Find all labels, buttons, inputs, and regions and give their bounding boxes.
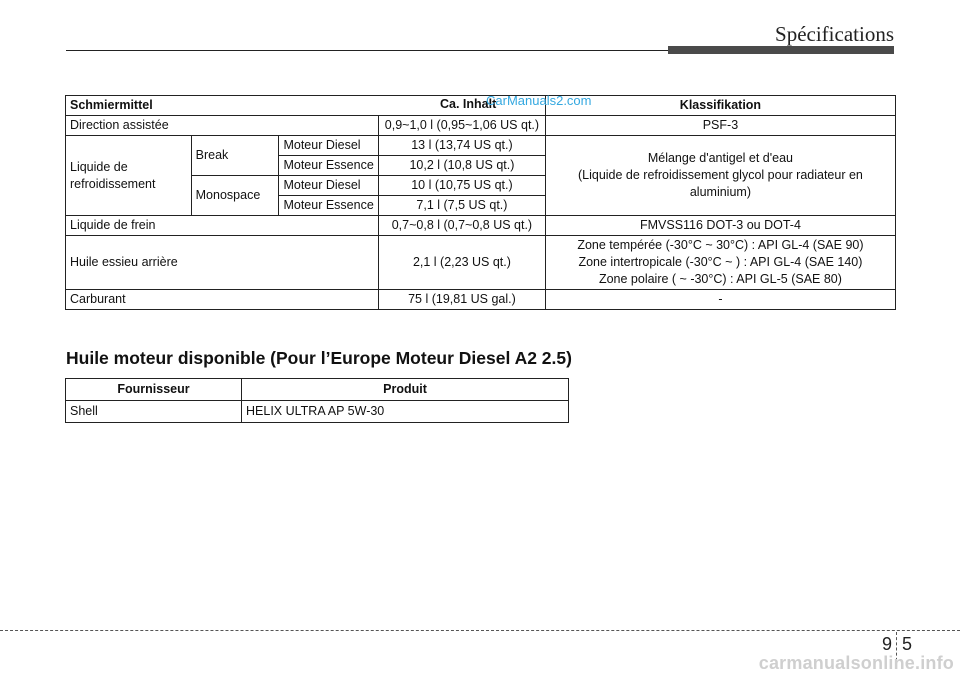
table-row bbox=[66, 290, 896, 310]
coolant-break-label: Break bbox=[191, 136, 279, 176]
watermark-link[interactable]: CarManuals2.com bbox=[486, 93, 592, 108]
row-label: Carburant bbox=[66, 290, 379, 310]
row-capacity: 2,1 l (2,23 US qt.) bbox=[378, 236, 545, 290]
specifications-table bbox=[65, 95, 896, 310]
header-lubricant: Schmiermittel bbox=[66, 96, 546, 116]
row-capacity: 0,9~1,0 l (0,95~1,06 US qt.) bbox=[378, 116, 545, 136]
supplier-cell: Shell bbox=[66, 401, 242, 423]
row-classification: PSF-3 bbox=[545, 116, 895, 136]
table-row bbox=[66, 116, 896, 136]
row-capacity: 13 l (13,74 US qt.) bbox=[378, 136, 545, 156]
row-capacity: 75 l (19,81 US gal.) bbox=[378, 290, 545, 310]
product-cell: HELIX ULTRA AP 5W-30 bbox=[242, 401, 569, 423]
row-label: Huile essieu arrière bbox=[66, 236, 379, 290]
engine-type-label: Moteur Essence bbox=[279, 156, 379, 176]
table-row bbox=[66, 136, 896, 156]
row-label: Direction assistée bbox=[66, 116, 379, 136]
coolant-label: Liquide de refroidissement bbox=[66, 136, 192, 216]
footer-dashed-rule bbox=[0, 630, 960, 631]
page-number: 5 bbox=[902, 634, 913, 654]
table-row bbox=[66, 401, 569, 423]
row-capacity: 0,7~0,8 l (0,7~0,8 US qt.) bbox=[378, 216, 545, 236]
header-capacity: Ca. Inhalt bbox=[440, 97, 497, 111]
table-row bbox=[66, 216, 896, 236]
coolant-classification: Mélange d'antigel et d'eau (Liquide de refroidissement glycol pour radiateur en aluminium) bbox=[545, 136, 895, 216]
engine-oil-table bbox=[65, 378, 569, 423]
coolant-monospace-label: Monospace bbox=[191, 176, 279, 216]
section-title: Huile moteur disponible (Pour l’Europe Moteur Diesel A2 2.5) bbox=[66, 348, 572, 368]
table-header-row bbox=[66, 379, 569, 401]
row-classification: - bbox=[545, 290, 895, 310]
header-rule-bar bbox=[668, 46, 894, 54]
chapter-number: 9 bbox=[882, 634, 893, 654]
row-classification: FMVSS116 DOT-3 ou DOT-4 bbox=[545, 216, 895, 236]
header-rule bbox=[66, 50, 672, 51]
row-capacity: 10,2 l (10,8 US qt.) bbox=[378, 156, 545, 176]
row-capacity: 10 l (10,75 US qt.) bbox=[378, 176, 545, 196]
engine-type-label: Moteur Diesel bbox=[279, 176, 379, 196]
row-capacity: 7,1 l (7,5 US qt.) bbox=[378, 196, 545, 216]
row-label: Liquide de frein bbox=[66, 216, 379, 236]
header-classification: Klassifikation bbox=[545, 96, 895, 116]
footer-watermark-logo: carmanualsonline.info bbox=[758, 653, 954, 673]
engine-type-label: Moteur Essence bbox=[279, 196, 379, 216]
row-classification: Zone tempérée (-30°C ~ 30°C) : API GL-4 (SAE 90) Zone intertropicale (-30°C ~ ) : API GL-4 (SAE 140) Zone polaire ( ~ -30°C) : API GL-5 (SAE 80) bbox=[545, 236, 895, 290]
header-product: Produit bbox=[242, 379, 569, 401]
page-header-title: Spécifications bbox=[775, 22, 894, 46]
engine-type-label: Moteur Diesel bbox=[279, 136, 379, 156]
header-supplier: Fournisseur bbox=[66, 379, 242, 401]
table-row bbox=[66, 236, 896, 290]
